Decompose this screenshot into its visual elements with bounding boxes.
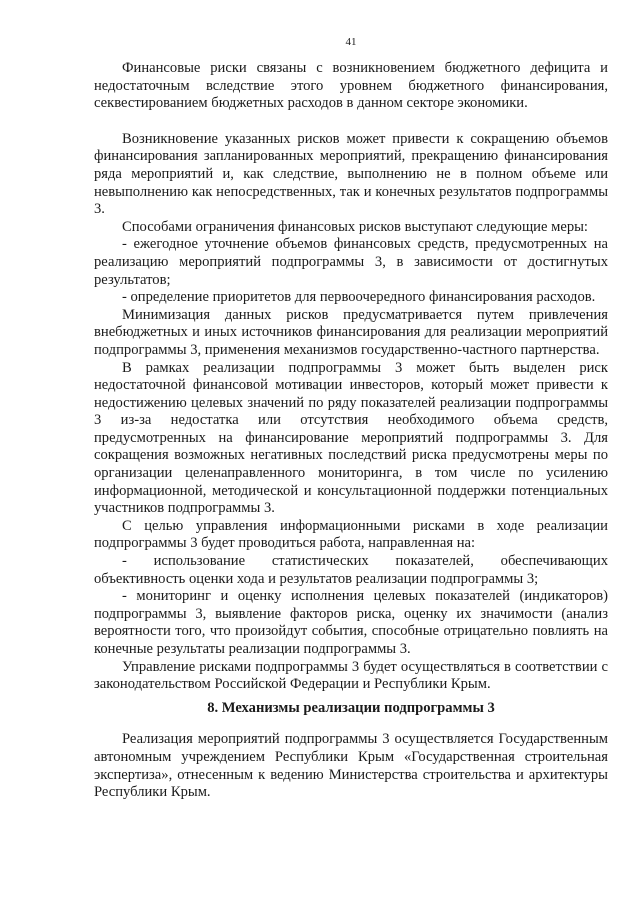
list-item-priorities: - определение приоритетов для первоочередного финансирования расходов. (122, 289, 596, 306)
list-item-monitoring: - мониторинг и оценку исполнения целевых показателей (индикаторов) подпрограммы 3, выявление факторов риска, оценку их значимости (анализ вероятности того, что произойдут события, способные отрицательно повлиять на конечные результаты реализации подпрограммы 3. (94, 588, 608, 657)
list-item-statistics: - использование статистических показателей, обеспечивающих объективность оценки хода и результатов реализации подпрограммы 3; (94, 553, 608, 587)
paragraph-information-risks: С целью управления информационными рисками в ходе реализации подпрограммы 3 будет проводиться работа, направленная на: (94, 517, 608, 552)
paragraph-risk-management: Управление рисками подпрограммы 3 будет осуществляться в соответствии с законодательством Российской Федерации и Республики Крым. (94, 658, 608, 693)
paragraph-financial-risks: Финансовые риски связаны с возникновением бюджетного дефицита и недостаточным вследствие этого уровнем бюджетного финансирования, секвестированием бюджетных расходов в данном секторе экономики. (94, 60, 608, 112)
paragraph-mitigation-intro: Способами ограничения финансовых рисков выступают следующие меры: (122, 218, 588, 235)
paragraph-investor-motivation: В рамках реализации подпрограммы 3 может быть выделен риск недостаточной финансовой мотивации инвесторов, который может привести к недостижению целевых значений по ряду показателей реализации подпрограммы 3 из-за недостатка или отсутствия необходимого объема средств, предусмотренных на финансирование мероприятий подпрограммы 3. Для сокращения возможных негативных последствий риска предусмотрены меры по организации целенаправленного мониторинга, в том числе по усилению информационной, методической и консультационной поддержки потенциальных участников подпрограммы 3. (94, 359, 608, 517)
page-number: 41 (345, 36, 357, 48)
list-item-annual-adjustment: - ежегодное уточнение объемов финансовых средств, предусмотренных на реализацию мероприятий подпрограммы 3, в зависимости от достигнутых результатов; (94, 236, 608, 288)
section-heading: 8. Механизмы реализации подпрограммы 3 (207, 699, 495, 716)
paragraph-implementation: Реализация мероприятий подпрограммы 3 осуществляется Государственным автономным учреждением Республики Крым «Государственная строительная экспертиза», отнесенным к ведению Министерства строительства и архитектуры Республики Крым. (94, 731, 608, 801)
paragraph-minimization: Минимизация данных рисков предусматривается путем привлечения внебюджетных и иных источников финансирования для реализации мероприятий подпрограммы 3, применения механизмов государственно-частного партнерства. (94, 306, 608, 358)
paragraph-risk-consequences: Возникновение указанных рисков может привести к сокращению объемов финансирования запланированных мероприятий, прекращению финансирования ряда мероприятий и, как следствие, выполнению не в полном объеме или невыполнению как непосредственных, так и конечных результатов подпрограммы 3. (94, 130, 608, 218)
